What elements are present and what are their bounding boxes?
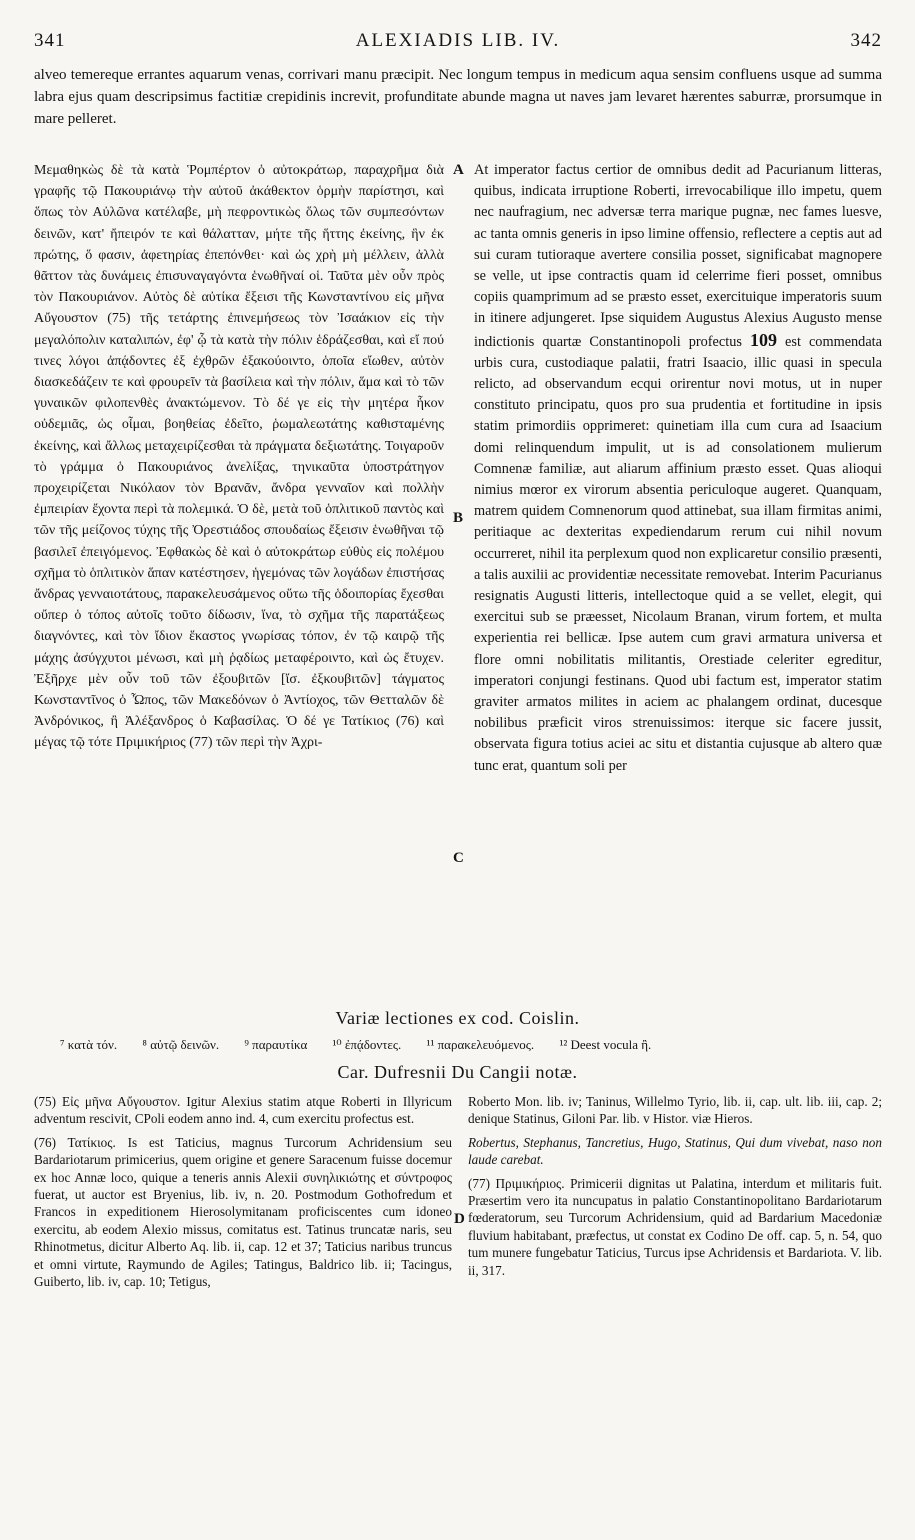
- note-77: (77) Πριμικήριος. Primicerii dignitas ut Palatina, interdum et militaris fuit. Præsertim vero ita nuncupatus in palatio Constantinopolitano Bardariotarum fœderatorum, seu Turcorum Achridensium, quid ad Bardarium Macedoniæ fluvium habitabant, præfectus, ut constat ex Codino De off. cap. 5, n. 54, quo tum munere fungebatur Taticius, Turcus ipse Achridensis et Bardariota. V. lib. ii, 317.: [468, 1175, 882, 1278]
- latin-text-part2: est commendata urbis cura, custodiaque palatii, fratri Isaacio, illic quasi in specula relicto, ad observandum ecqui orirentur novi motus, ut in nuper constituto principatu, quos pro sua prudentia et fortitudine in ipsis statim primordiis opprimeret: quinetiam illa cum cura ad Isaacium domi relinquendum impulit, ut is ad consolationem mulierum Comnenæ familiæ, aut aliarum affinium præsto esset. Quas alioqui nimius mœror ex virorum absentia periculoque augeret. Quanquam, matrem quidem Comnenorum quod attinebat, sua illam firmitas animi, peritiaque ac dexteritas expediendarum rerum cui nihil novum occurreret, nihil ita perplexum quod non explicaretur consilio præsenti, a talis auxilii ac providentiæ necessitate removebat. Interim Pacurianus resignatis Augusti litteris, intellectoque quid a se vellet, elegit, qui exercitui sub se præesset, Nicolaum Branan, virum fortem, et multa experientia rei bellicæ. Ipse autem cum gravi armatura universa et flore omni nobilitatis militantis, Orestiade celeriter egreditur, imperatori conjungi festinans. Quod ubi factum est, imperator statim graviter armatos milites in aciem ac phalangem ordinat, ducesque nobilibus præficit viros strenuissimos: iterque sic facere jussit, observata figura totius aciei ac situ et distantia cujusque ab altero quæ tunc erat, quantum soli per: [474, 333, 882, 774]
- note-75: (75) Εἰς μῆνα Αὔγουστον. Igitur Alexius statim atque Roberti in Illyricum adventum rescivit, CPoli eodem anno ind. 4, cum exercitu profectus est.: [34, 1094, 452, 1127]
- variant-item: ⁷ κατὰ τόν.: [60, 1037, 118, 1052]
- variants-heading: Variæ lectiones ex cod. Coislin.: [335, 1008, 580, 1028]
- latin-text-part1: At imperator factus certior de omnibus dedit ad Pacurianum litteras, quibus, indicata irruptione Roberti, irrevocabilique illo impetu, quem nec naufragium, nec adversæ terra marique pugnæ, nec fames luesve, ac tanta omnis generis in ipso limine offensio, reflectere a ceptis aut ad sui curam tutioraque avertere consilia posset, significabat magnopere se velle, ut ipse contractis quam id celerrime fieri posset, omnibus copiis quamprimum ad se præsto esset, exercituique imperatoris suum in itinere adjungeret. Ipse siquidem Augustus Alexius Augusto mense indictionis quartæ Constantinopoli profectus: [474, 162, 882, 350]
- footnotes: [34, 1093, 882, 1513]
- note-76-continued: Roberto Mon. lib. iv; Taninus, Willelmo Tyrio, lib. ii, cap. ult. lib. iii, cap. 2; denique Statinus, Giloni Par. lib. v Histor. viæ Hieros.: [468, 1094, 882, 1127]
- variant-item: ⁹ παραυτίκα: [244, 1037, 308, 1052]
- variant-item: ⁸ αὐτῷ δεινῶν.: [142, 1037, 220, 1052]
- variant-item: ¹⁰ ἐπᾴδοντες.: [332, 1037, 402, 1052]
- running-title: ALEXIADIS LIB. IV.: [355, 30, 561, 51]
- note-verse: Robertus, Stephanus, Tancretius, Hugo, Statinus, Qui dum vivebat, naso non laude carebat.: [468, 1134, 882, 1168]
- migne-column-number: 109: [749, 329, 777, 350]
- page-number-right: 342: [850, 30, 882, 51]
- margin-marker-b: B: [453, 510, 464, 526]
- notes-right-column: [468, 1093, 882, 1285]
- latin-column: [474, 160, 882, 777]
- note-76: (76) Τατίκιος. Is est Taticius, magnus Turcorum Achridensium seu Bardariotarum primicerius, quem origine et genere Saracenum fuisse docemur ex hoc Annæ loco, quique a teneris annis Alexii συνηλικιώτης et σύντροφος fuerat, ut auctor est Bryenius, lib. iv, n. 20. Postmodum Gothofredum et Francos in expeditionem Hierosolymitanam proficiscentes cum idoneo exercitu, ab eodem Alexio missus, comitatus est. Tatinus truncatæ naris, seu Rhinotmetus, dicitur Alberto Aq. lib. ii, cap. 12 et 37; Taticius naribus truncus et omni virtute, Raymundo de Agiles; Tatingus, Baldrico lib. ii; Tacingus, Guiberto, lib. iv, cap. 10; Tetigus,: [34, 1134, 452, 1290]
- main-text-columns: [34, 160, 882, 1010]
- page-number-left: 341: [34, 30, 66, 51]
- notes-heading: Car. Dufresnii Du Cangii notæ.: [337, 1062, 578, 1082]
- margin-marker-d: D: [454, 1211, 465, 1227]
- variant-item: ¹¹ παρακελευόμενος.: [426, 1037, 535, 1052]
- margin-marker-c: C: [453, 850, 464, 866]
- variant-item: ¹² Deest vocula ἢ.: [559, 1037, 652, 1052]
- running-header: [34, 30, 882, 56]
- variant-readings: [60, 1036, 880, 1054]
- latin-continuation: alveo temereque errantes aquarum venas, corrivari manu præcipit. Nec longum tempus in medicum aqua sensim confluens usque ad summa labra ejus quam descripsimus factitiæ crepidinis increvit, profunditate abunde magna ut naves jam levaret hærentes saburræ, prorsumque in mare pelleret.: [34, 67, 882, 127]
- margin-marker-a: A: [453, 162, 464, 178]
- notes-left-column: [34, 1093, 452, 1296]
- greek-column: Μεμαθηκὼς δὲ τὰ κατὰ Ῥομπέρτον ὁ αὐτοκράτωρ, παραχρῆμα διὰ γραφῆς τῷ Πακουριάνῳ τὴν αὐτοῦ ἀκάθεκτον ὁρμὴν παρίστησι, καὶ ὅπως τὸν Αὐλῶνα κατέλαβε, μὴ πεφροντικὼς ὅλως τῶν συμπεσόντων δεινῶν, κατ' ἤπειρόν τε καὶ θάλατταν, μήτε τῆς ἥττης ἐκείνης, ἣν ἐκ πρώτης, ὅ φασιν, ἀφετηρίας ἐπεπόνθει· καὶ ὡς χρὴ μὴ μέλλειν, ἀλλὰ θᾶττον τὰς δυνάμεις ἐπισυναγαγόντα ἑνωθῆναί οἱ. Ταῦτα μὲν οὖν πρὸς τὸν Πακουριάνον. Αὐτὸς δὲ αὐτίκα ἔξεισι τῆς Κωνσταντίνου εἰς μῆνα Αὔγουστον (75) τῆς τετάρτης ἐπινεμήσεως τὸν Ἰσαάκιον εἰς τὴν μεγαλόπολιν καταλιπών, ἐφ' ᾧ τὰ κατὰ τὴν πόλιν ἑδράζεσθαι, καὶ εἴ πού τινες λόγοι ἀπᾴδοντες ἐξ ἐχθρῶν ἐξακούοιντο, ὁποῖα εἴωθεν, αὐτὸν διασκεδάζειν τε καὶ φρουρεῖν τὰ βασίλεια καὶ τὴν πόλιν, ἅμα καὶ τὸ τῶν γυναικῶν φιλοπενθὲς ἀνακτώμενον. Τὸ δέ γε εἰς τὴν μητέρα ἧκον οὐδεμιᾶς, ὡς οἶμαι, βοηθείας ἐδεῖτο, ῥωμαλεωτάτης καθισταμένης ἐκείνης, καὶ ἄλλως μεταχειρίζεσθαι τὰ πράγματα δεξιωτάτης. Τοιγαροῦν τὸ γράμμα ὁ Πακουριάνος ἀνελίξας, τηνικαῦτα ὑποστράτηγον προχειρίζεται Νικόλαον τὸν Βρανᾶν, ἄνδρα γενναῖον καὶ πολλὴν ἐμπειρίαν ἔχοντα περὶ τὰ πολεμικά. Ὁ δὲ, μετὰ τοῦ ὁπλιτικοῦ παντὸς καὶ τῶν τῆς μείζονος τύχης τῆς Ὀρεστιάδος σπουδαίως ἔξεισιν ἑνωθῆναι τῷ βασιλεῖ ἐπειγόμενος. Ἐφθακὼς δὲ καὶ ὁ αὐτοκράτωρ εὐθὺς εἰς πολέμου σχῆμα τὸ ὁπλιτικὸν ἅπαν κατέστησεν, ἡγεμόνας τῶν λογάδων ἐπιστήσας ἄνδρας γενναιοτάτους, παρακελευσάμενος οὕτω τῆς ὁδοιπορίας ἔχεσθαι οὔπερ ὁ τόπος αὐτοῖς τοῦτο δίδωσιν, ἵνα, τὸ σχῆμα τῆς παρατάξεως διαγνόντες, καὶ τὸν ἴδιον ἕκαστος γνωρίσας τόπον, ἐν τῷ καιρῷ τῆς μάχης ἀσύγχυτοι μένωσι, καὶ μὴ ῥᾳδίως μεταφέροιντο, καὶ ὡς ἔτυχεν. Ἐξῆρχε μὲν οὖν τοῦ τῶν ἐξουβιτῶν [ἴσ. ἐξκουβιτῶν] τάγματος Κωνσταντῖνος ὁ Ὦπος, τῶν Μακεδόνων ὁ Ἀντίοχος, τῶν Θετταλῶν δὲ Ἀνδρόνικος, ἢ Ἀλέξανδρος ὁ Καβασίλας. Ὁ δέ γε Τατίκιος (76) καὶ μέγας τῷ τότε Πριμικήριος (77) τῶν περὶ τὴν Ἀχρι-: [34, 163, 444, 751]
